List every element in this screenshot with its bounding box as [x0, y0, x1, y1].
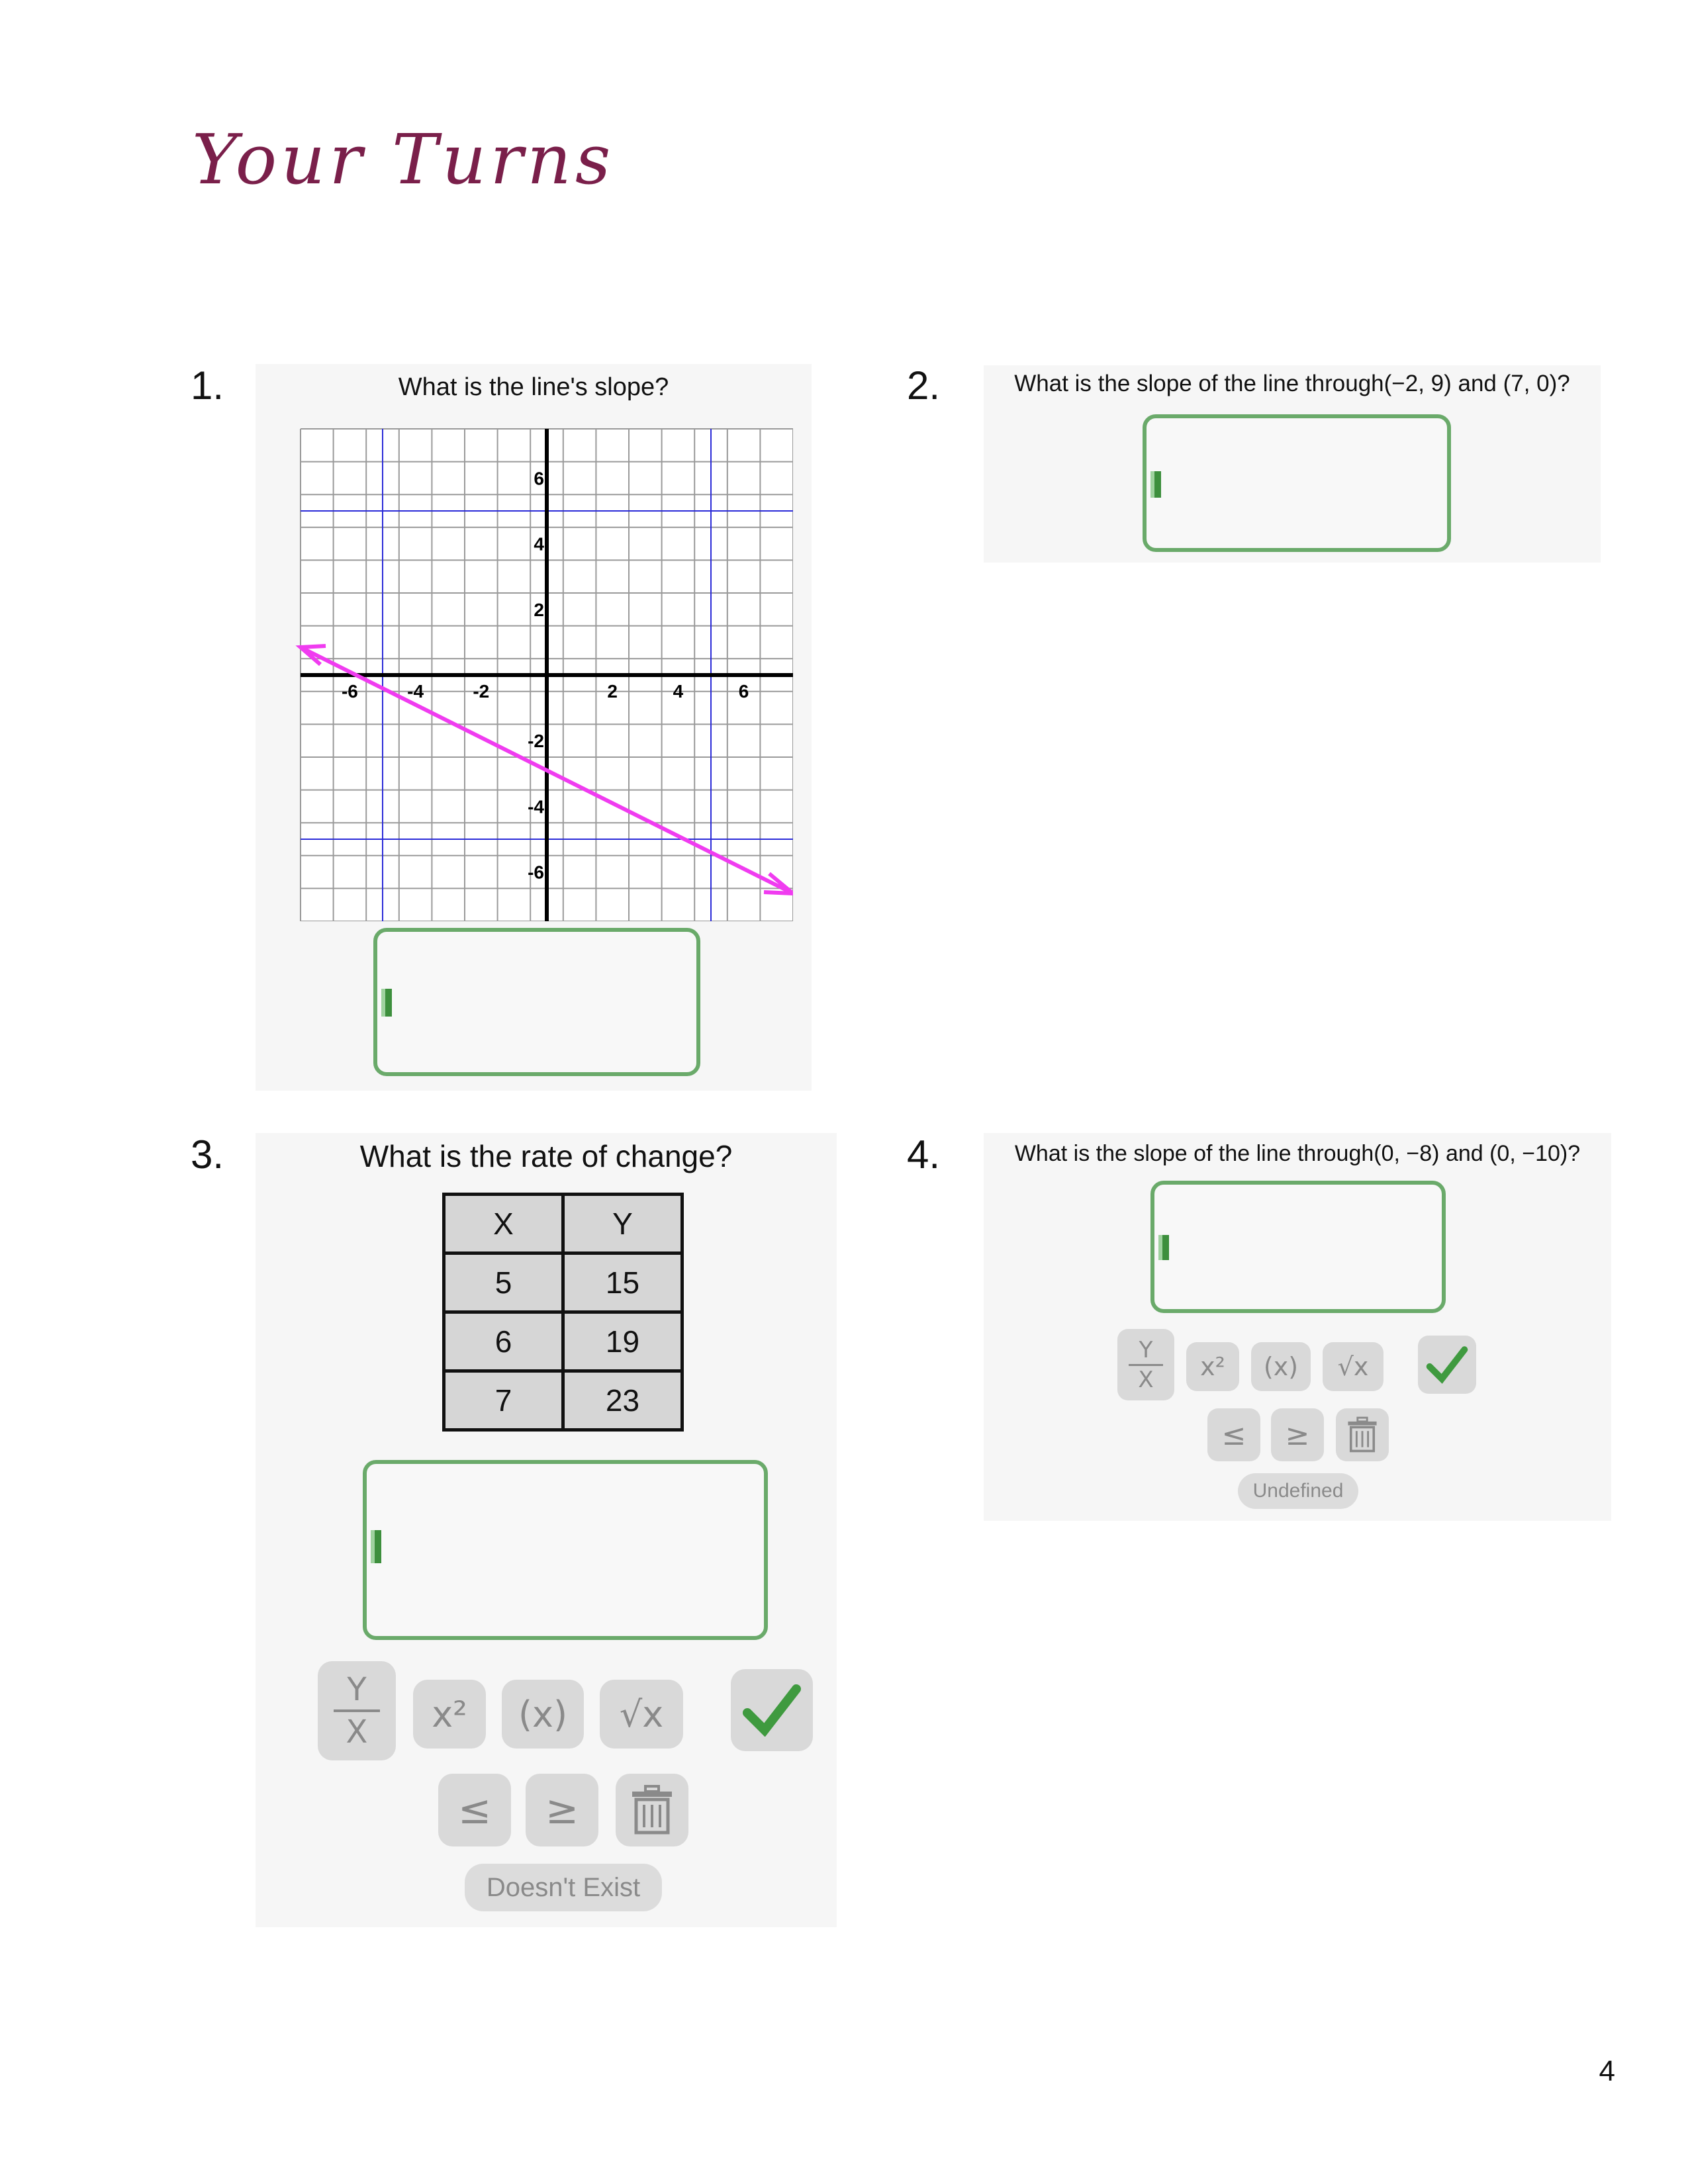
table-cell: 23: [563, 1371, 682, 1430]
fraction-top: Y: [1139, 1336, 1153, 1363]
x-tick-label: 4: [673, 681, 684, 702]
x-tick-label: -2: [473, 681, 490, 702]
less-equal-key[interactable]: ≤: [438, 1774, 511, 1846]
x-tick-label: 6: [738, 681, 749, 702]
fraction-bar: [1129, 1364, 1163, 1366]
fraction-key[interactable]: [1117, 1329, 1174, 1400]
table-row: [444, 1312, 682, 1371]
check-icon: [742, 1684, 802, 1737]
table-row: [444, 1253, 682, 1312]
submit-check-button[interactable]: [731, 1669, 813, 1751]
question-1-prompt: What is the line's slope?: [398, 373, 669, 401]
page-title: Your Turns: [192, 119, 615, 200]
question-4-number: 4.: [907, 1132, 941, 1177]
parentheses-key[interactable]: (x): [502, 1680, 584, 1749]
question-4-panel: [984, 1133, 1611, 1521]
trash-key[interactable]: [1336, 1408, 1389, 1461]
text-cursor: [1158, 1235, 1169, 1260]
question-3-prompt: What is the rate of change?: [359, 1139, 733, 1173]
square-key[interactable]: x²: [1186, 1342, 1239, 1391]
trash-key[interactable]: [616, 1774, 688, 1846]
question-1-panel: [256, 364, 812, 1091]
doesnt-exist-button[interactable]: Doesn't Exist: [465, 1864, 662, 1911]
less-equal-key[interactable]: ≤: [1207, 1408, 1260, 1461]
question-1-answer-input[interactable]: [373, 928, 700, 1076]
y-tick-label: -4: [528, 796, 544, 817]
question-2-panel: [984, 365, 1601, 563]
question-3-answer-input[interactable]: [363, 1460, 768, 1640]
page-number: 4: [1599, 2055, 1615, 2087]
table-cell: 5: [444, 1253, 563, 1312]
greater-equal-key[interactable]: ≥: [526, 1774, 598, 1846]
fraction-bottom: X: [1138, 1366, 1154, 1393]
y-tick-label: -6: [528, 862, 544, 883]
check-icon: [1426, 1345, 1468, 1384]
table-row: [444, 1371, 682, 1430]
table-header-x: X: [444, 1195, 563, 1253]
question-2-prompt: What is the slope of the line through(−2, 9) and (7, 0)?: [1014, 371, 1570, 396]
question-4-prompt: What is the slope of the line through(0, −8) and (0, −10)?: [1014, 1141, 1581, 1166]
submit-check-button[interactable]: [1418, 1336, 1476, 1394]
table-cell: 15: [563, 1253, 682, 1312]
question-2-answer-input[interactable]: [1143, 414, 1451, 552]
coordinate-graph: [290, 418, 793, 921]
text-cursor: [381, 989, 392, 1017]
question-3-panel: [256, 1133, 837, 1927]
table-cell: 19: [563, 1312, 682, 1371]
sqrt-key[interactable]: √x: [600, 1680, 683, 1749]
text-cursor: [1150, 471, 1161, 498]
greater-equal-key[interactable]: ≥: [1271, 1408, 1324, 1461]
sqrt-key[interactable]: √x: [1323, 1342, 1383, 1391]
question-1-number: 1.: [191, 363, 224, 408]
question-4-answer-input[interactable]: [1150, 1181, 1446, 1313]
square-key[interactable]: x²: [413, 1680, 486, 1749]
x-tick-label: -4: [407, 681, 424, 702]
trash-icon: [631, 1785, 673, 1835]
fraction-bottom: X: [346, 1713, 368, 1751]
parentheses-key[interactable]: (x): [1251, 1342, 1311, 1391]
fraction-top: Y: [347, 1671, 367, 1708]
undefined-button[interactable]: Undefined: [1238, 1473, 1358, 1509]
question-2-number: 2.: [907, 363, 941, 408]
y-tick-label: 2: [534, 599, 544, 620]
x-tick-label: 2: [607, 681, 618, 702]
x-tick-label: -6: [341, 681, 358, 702]
fraction-bar: [334, 1709, 381, 1712]
table-cell: 6: [444, 1312, 563, 1371]
question-3-number: 3.: [191, 1132, 224, 1177]
rate-table: [442, 1193, 684, 1432]
fraction-key[interactable]: [318, 1661, 396, 1760]
table-header-y: Y: [563, 1195, 682, 1253]
text-cursor: [371, 1530, 381, 1563]
table-header-row: [444, 1195, 682, 1253]
y-tick-label: 4: [534, 533, 544, 555]
trash-icon: [1347, 1416, 1378, 1453]
table-cell: 7: [444, 1371, 563, 1430]
y-tick-label: -2: [528, 731, 544, 752]
y-tick-label: 6: [534, 468, 544, 489]
